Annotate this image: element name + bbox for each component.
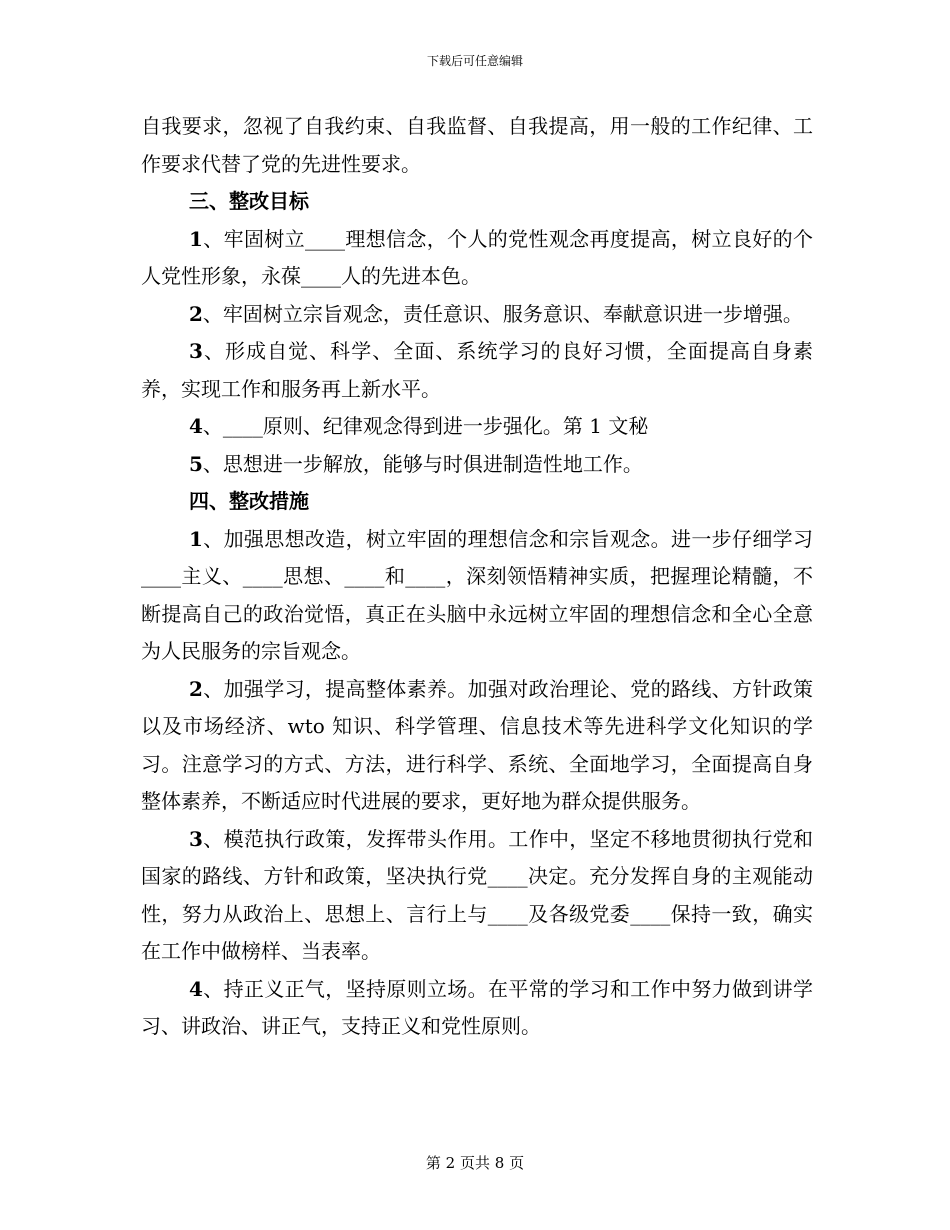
measure-item-1	[141, 521, 813, 671]
item-text: 、____原则、纪律观念得到进一步强化。第 1 文秘	[202, 414, 649, 438]
item-number: 4	[189, 414, 203, 438]
item-number: 2	[189, 301, 203, 326]
item-number: 2	[189, 676, 203, 701]
item-text: 、牢固树立____理想信念，个人的党性观念再度提高，树立良好的个人党性形象，永葆____人的先进本色。	[141, 226, 813, 288]
goal-item-3	[141, 333, 813, 408]
measure-item-3	[141, 821, 813, 971]
section-heading-measures: 四、整改措施	[189, 489, 309, 513]
goal-item-1	[141, 221, 813, 296]
item-text: 、模范执行政策，发挥带头作用。工作中，坚定不移地贯彻执行党和国家的路线、方针和政策，坚决执行党____决定。充分发挥自身的主观能动性，努力从政治上、思想上、言行上与____及各级党委____保持一致，确实在工作中做榜样、当表率。	[141, 826, 813, 963]
paragraph-0: 自我要求，忽视了自我约束、自我监督、自我提高，用一般的工作纪律、工作要求代替了党的先进性要求。	[141, 114, 813, 176]
item-number: 4	[189, 976, 203, 1001]
section-heading-goals: 三、整改目标	[189, 189, 309, 213]
item-text: 、思想进一步解放，能够与时俱进制造性地工作。	[202, 451, 643, 476]
measure-item-2	[141, 671, 813, 821]
item-text: 、持正义正气，坚持原则立场。在平常的学习和工作中努力做到讲学习、讲政治、讲正气，支持正义和党性原则。	[141, 976, 813, 1038]
item-text: 、形成自觉、科学、全面、系统学习的良好习惯，全面提高自身素养，实现工作和服务再上新水平。	[141, 339, 813, 401]
document-body	[141, 108, 813, 1046]
item-text: 、牢固树立宗旨观念，责任意识、服务意识、奉献意识进一步增强。	[202, 301, 803, 326]
item-number: 1	[189, 526, 203, 551]
item-text: 、加强学习，提高整体素养。加强对政治理论、党的路线、方针政策以及市场经济、wto 知识、科学管理、信息技术等先进科学文化知识的学习。注意学习的方式、方法，进行科学、系统、全面地学习，全面提高自身整体素养，不断适应时代进展的要求，更好地为群众提供服务。	[141, 676, 813, 813]
goal-item-5	[141, 446, 813, 484]
item-text: 、加强思想改造，树立牢固的理想信念和宗旨观念。进一步仔细学习____主义、____思想、____和____，深刻领悟精神实质，把握理论精髓，不断提高自己的政治觉悟，真正在头脑中永远树立牢固的理想信念和全心全意为人民服务的宗旨观念。	[141, 526, 813, 663]
goal-item-4	[141, 408, 813, 446]
item-number: 5	[189, 451, 203, 476]
item-number: 3	[189, 826, 203, 851]
item-number: 3	[189, 339, 203, 363]
page-footer: 第 2 页共 8 页	[425, 1154, 525, 1172]
goal-item-2	[141, 296, 813, 334]
measure-item-4	[141, 971, 813, 1046]
item-number: 1	[189, 226, 203, 251]
page-header: 下载后可任意编辑	[426, 54, 523, 68]
